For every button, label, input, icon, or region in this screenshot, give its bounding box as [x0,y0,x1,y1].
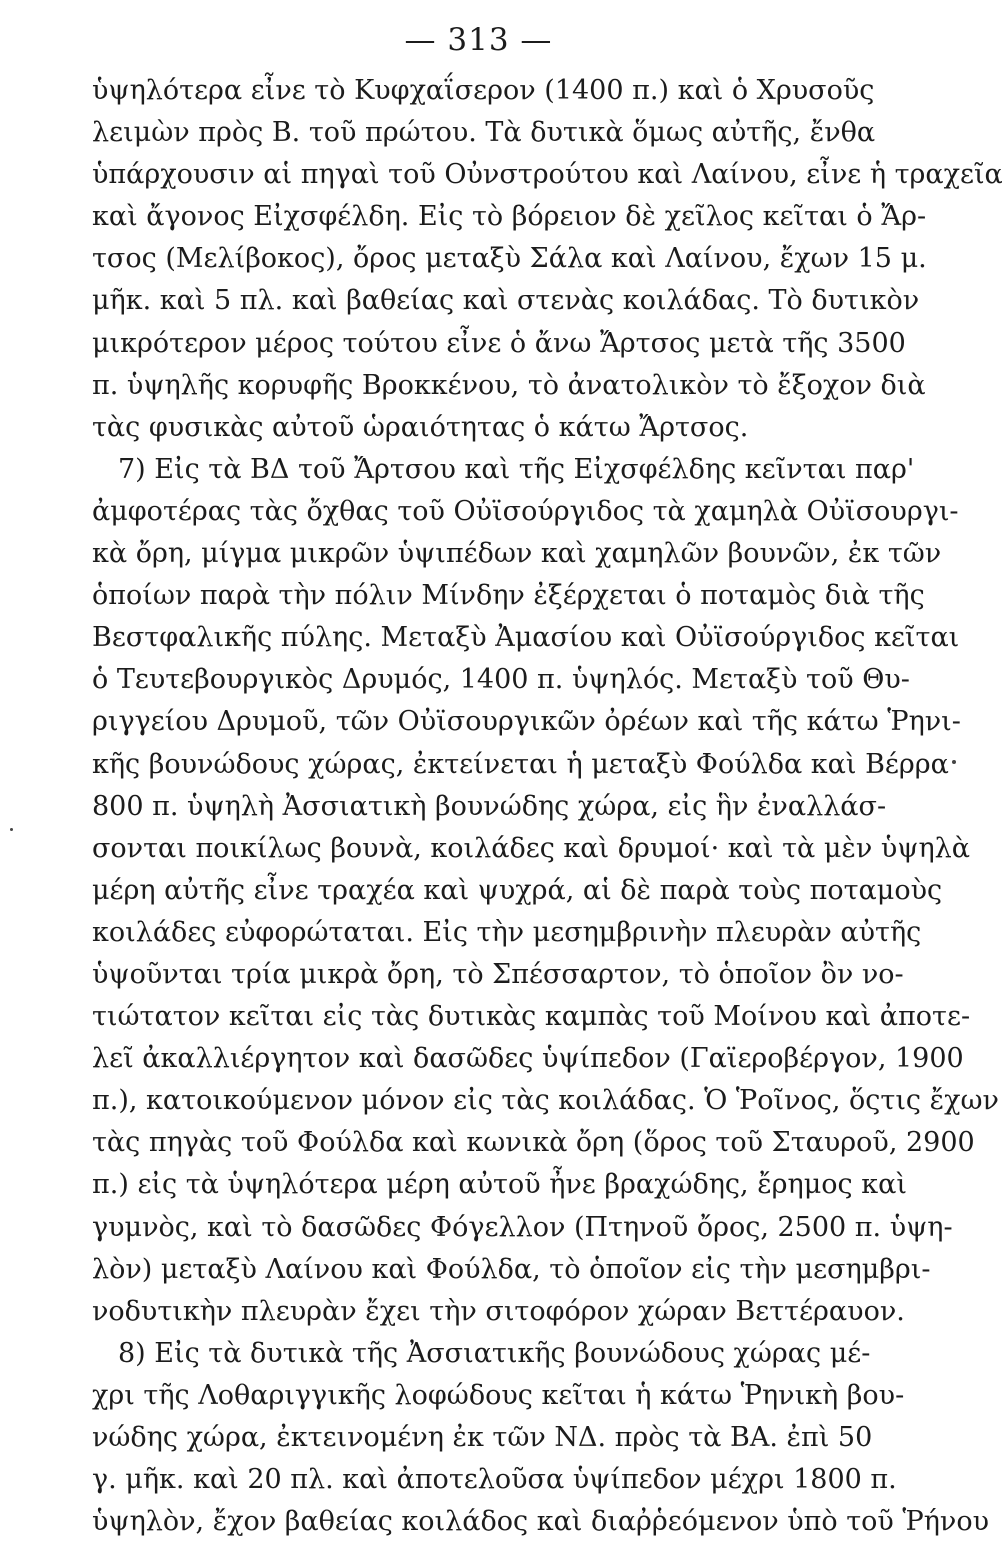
text-line: λεῖ ἀκαλλιέργητον καὶ δασῶδες ὑψίπεδον (Γαϊεροβέργον, 1900 [92,1043,964,1075]
text-line: ἀμφοτέρας τὰς ὄχθας τοῦ Οὐϊσούργιδος τὰ χαμηλὰ Οὐϊσουργι- [92,495,959,527]
margin-mark [952,760,956,764]
text-line: ριγγείου Δρυμοῦ, τῶν Οὐϊσουργικῶν ὀρέων καὶ τῆς κάτω Ῥηνι- [92,706,961,738]
text-line: 800 π. ὑψηλὴ Ἀσσιατικὴ βουνώδης χώρα, εἰς ἣν ἐναλλάσ- [92,790,887,822]
text-line: γυμνὸς, καὶ τὸ δασῶδες Φόγελλον (Πτηνοῦ ὄρος, 2500 π. ὑψη- [92,1211,953,1243]
text-line: χρι τῆς Λοθαριγγικῆς λοφώδους κεῖται ἡ κάτω Ῥηνικὴ βου- [92,1379,905,1411]
text-line: κοιλάδες εὐφορώταται. Εἰς τὴν μεσημβρινὴν πλευρὰν αὐτῆς [92,916,922,948]
text-line: νοδυτικὴν πλευρὰν ἔχει τὴν σιτοφόρον χώραν Βεττέραυον. [92,1295,905,1327]
text-line: ὑπάρχουσιν αἱ πηγαὶ τοῦ Οὐνστρούτου καὶ Λαίνου, εἶνε ἡ τραχεῖα [92,159,1003,191]
text-line: 8) Εἰς τὰ δυτικὰ τῆς Ἀσσιατικῆς βουνώδους χώρας μέ- [118,1337,871,1369]
text-line: 7) Εἰς τὰ ΒΔ τοῦ Ἄρτσου καὶ τῆς Εἰχσφέλδης κεῖνται παρ' [118,453,915,485]
text-line: καὶ ἄγονος Εἰχσφέλδη. Εἰς τὸ βόρειον δὲ χεῖλος κεῖται ὁ Ἄρ- [92,201,927,233]
text-line: π.), κατοικούμενον μόνον εἰς τὰς κοιλάδας. Ὁ Ῥοῖνος, ὅςτις ἔχων [92,1085,999,1117]
page-number-header: — 313 — [404,22,553,58]
text-line: ὁ Τευτεβουργικὸς Δρυμός, 1400 π. ὑψηλός. Μεταξὺ τοῦ Θυ- [92,664,910,696]
body-text [92,70,1003,1543]
text-line: τσος (Μελίβοκος), ὄρος μεταξὺ Σάλα καὶ Λαίνου, ἔχων 15 μ. [92,243,927,275]
text-line: μέρη αὐτῆς εἶνε τραχέα καὶ ψυχρά, αἱ δὲ παρὰ τοὺς ποταμοὺς [92,874,943,906]
text-line: λὸν) μεταξὺ Λαίνου καὶ Φούλδα, τὸ ὁποῖον εἰς τὴν μεσημβρι- [92,1253,931,1285]
text-line: τιώτατον κεῖται εἰς τὰς δυτικὰς καμπὰς τοῦ Μοίνου καὶ ἀποτε- [92,1001,971,1033]
text-line: ὑψοῦνται τρία μικρὰ ὄρη, τὸ Σπέσσαρτον, τὸ ὁποῖον ὂν νο- [92,958,904,990]
text-line: σονται ποικίλως βουνὰ, κοιλάδες καὶ δρυμοί· καὶ τὰ μὲν ὑψηλὰ [92,832,970,864]
text-line: τὰς φυσικὰς αὐτοῦ ὡραιότητας ὁ κάτω Ἄρτσος. [92,411,749,443]
text-line: ὑψηλότερα εἶνε τὸ Κυφχαΐσερον (1400 π.) καὶ ὁ Χρυσοῦς [92,75,875,106]
text-line: Βεστφαλικῆς πύλης. Μεταξὺ Ἀμασίου καὶ Οὐϊσούργιδος κεῖται [92,622,960,654]
margin-mark [10,828,13,831]
text-line: τὰς πηγὰς τοῦ Φούλδα καὶ κωνικὰ ὄρη (ὅρος τοῦ Σταυροῦ, 2900 [92,1127,975,1159]
text-line: γ. μῆκ. καὶ 20 πλ. καὶ ἀποτελοῦσα ὑψίπεδον μέχρι 1800 π. [92,1464,897,1496]
text-line: μικρότερον μέρος τούτου εἶνε ὁ ἄνω Ἄρτσος μετὰ τῆς 3500 [92,327,906,359]
text-line: νώδης χώρα, ἐκτεινομένη ἐκ τῶν ΝΔ. πρὸς τὰ ΒΑ. ἐπὶ 50 [92,1422,873,1453]
text-line: ὁποίων παρὰ τὴν πόλιν Μίνδην ἐξέρχεται ὁ ποταμὸς διὰ τῆς [92,580,925,612]
text-line: κῆς βουνώδους χώρας, ἐκτείνεται ἡ μεταξὺ Φούλδα καὶ Βέρρα [92,748,949,780]
text-line: π.) εἰς τὰ ὑψηλότερα μέρη αὐτοῦ ἦνε βραχώδης, ἔρημος καὶ [92,1169,907,1201]
text-line: π. ὑψηλῆς κορυφῆς Βροκκένου, τὸ ἀνατολικὸν τὸ ἔξοχον διὰ [92,369,926,401]
text-line: κὰ ὄρη, μίγμα μικρῶν ὑψιπέδων καὶ χαμηλῶν βουνῶν, ἐκ τῶν [92,538,942,570]
text-line: λειμὼν πρὸς Β. τοῦ πρώτου. Τὰ δυτικὰ ὅμως αὐτῆς, ἔνθα [92,117,876,149]
text-line: μῆκ. καὶ 5 πλ. καὶ βαθείας καὶ στενὰς κοιλάδας. Τὸ δυτικὸν [92,285,920,317]
text-line: ὑψηλὸν, ἔχον βαθείας κοιλάδος καὶ διαῤῥεόμενον ὑπὸ τοῦ Ῥήνου [92,1506,990,1538]
